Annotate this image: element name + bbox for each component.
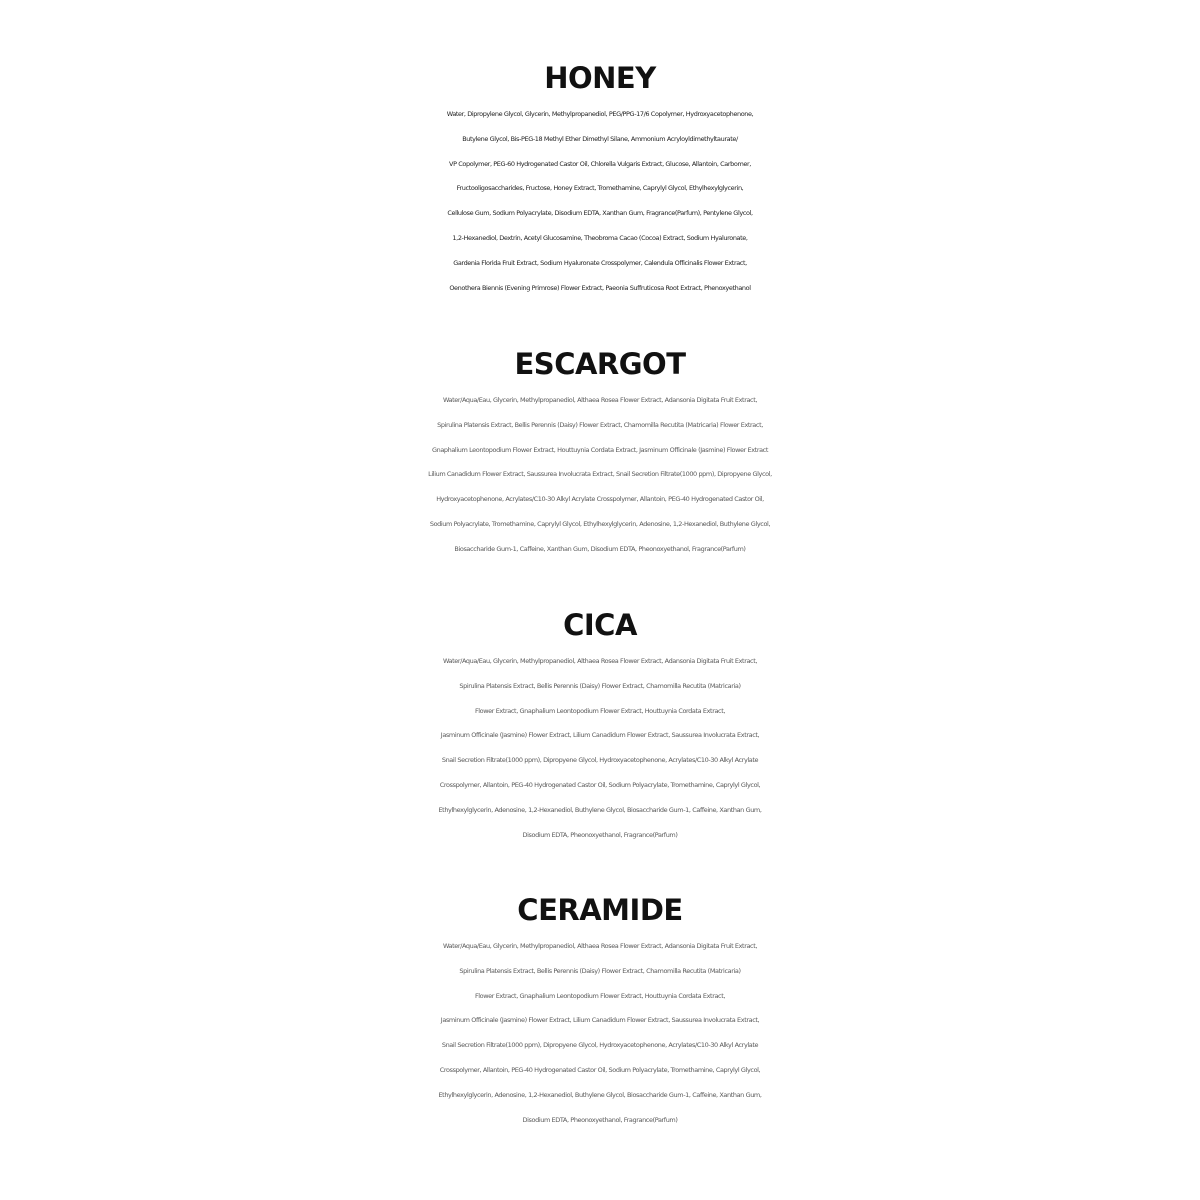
ingredient-line: Crosspolymer, Allantoin, PEG-40 Hydrogenated Castor Oil, Sodium Polyacrylate, Tromethamine, Caprylyl Glycol, [439, 1065, 761, 1074]
ingredient-line: Water/Aqua/Eau, Glycerin, Methylpropanediol, Althaea Rosea Flower Extract, Adansonia Digitata Fruit Extract, [442, 657, 758, 665]
ingredient-line: Lilium Canadidum Flower Extract, Saussurea Involucrata Extract, Snail Secretion Filtrate(1000 ppm), Dipropyene Glycol, [428, 470, 772, 479]
ingredient-line: Water, Dipropylene Glycol, Glycerin, Methylpropanediol, PEG/PPG-17/6 Copolymer, Hydroxyacetophenone, [446, 110, 754, 118]
ingredient-line: VP Copolymer, PEG-60 Hydrogenated Castor Oil, Chlorella Vulgaris Extract, Glucose, Allantoin, Carbomer, [449, 159, 751, 168]
ingredient-line: Disodium EDTA, Pheonoxyethanol, Fragrance(Parfum) [522, 1115, 678, 1124]
ingredient-line: Butylene Glycol, Bis-PEG-18 Methyl Ether Dimethyl Silane, Ammonium Acryloyldimethyltaurate/ [462, 134, 738, 143]
ingredient-line: Fructooligosaccharides, Fructose, Honey Extract, Tromethamine, Caprylyl Glycol, Ethylhexylglycerin, [456, 184, 744, 193]
ingredient-line: Oenothera Biennis (Evening Primrose) Flower Extract, Paeonia Suffruticosa Root Extract, Phenoxyethanol [449, 283, 751, 292]
ingredient-line: Cellulose Gum, Sodium Polyacrylate, Disodium EDTA, Xanthan Gum, Fragrance(Parfum), Pentylene Glycol, [447, 209, 753, 218]
ingredient-line: Biosaccharide Gum-1, Caffeine, Xanthan Gum, Disodium EDTA, Pheonoxyethanol, Fragrance(Parfum) [454, 544, 746, 553]
ingredient-line: Spirulina Platensis Extract, Bellis Perennis (Daisy) Flower Extract, Chamomilla Recutita (Matricaria) [459, 681, 741, 690]
honey-section [0, 60, 1200, 300]
cica-ingredients [0, 649, 1200, 847]
ingredient-line: Gnaphalium Leontopodium Flower Extract, Houttuynia Cordata Extract, Jasminum Officinale (Jasmine) Flower Extract [431, 445, 769, 454]
ceramide-ingredients [0, 934, 1200, 1132]
honey-title: HONEY [544, 61, 656, 95]
ingredient-line: Hydroxyacetophenone, Acrylates/C10-30 Alkyl Acrylate Crosspolymer, Allantoin, PEG-40 Hydrogenated Castor Oil, [436, 495, 764, 504]
ingredient-line: Ethylhexylglycerin, Adenosine, 1,2-Hexanediol, Buthylene Glycol, Biosaccharide Gum-1, Caffeine, Xanthan Gum, [438, 1090, 762, 1099]
escargot-section [0, 346, 1200, 562]
ingredient-line: Spirulina Platensis Extract, Bellis Perennis (Daisy) Flower Extract, Chamomilla Recutita (Matricaria) Flower Extract, [437, 420, 763, 429]
ingredient-line: Crosspolymer, Allantoin, PEG-40 Hydrogenated Castor Oil, Sodium Polyacrylate, Tromethamine, Caprylyl Glycol, [439, 780, 761, 789]
ingredient-line: Snail Secretion Filtrate(1000 ppm), Dipropyene Glycol, Hydroxyacetophenone, Acrylates/C10-30 Alkyl Acrylate [441, 756, 759, 765]
ingredient-line: Water/Aqua/Eau, Glycerin, Methylpropanediol, Althaea Rosea Flower Extract, Adansonia Digitata Fruit Extract, [442, 942, 758, 950]
ceramide-section [0, 892, 1200, 1132]
ingredient-line: Jasminum Officinale (Jasmine) Flower Extract, Lilium Canadidum Flower Extract, Saussurea Involucrata Extract, [440, 1016, 760, 1025]
ingredient-line: Disodium EDTA, Pheonoxyethanol, Fragrance(Parfum) [522, 830, 678, 839]
ceramide-title: CERAMIDE [517, 893, 683, 927]
ingredient-line: Spirulina Platensis Extract, Bellis Perennis (Daisy) Flower Extract, Chamomilla Recutita (Matricaria) [459, 966, 741, 975]
cica-title: CICA [563, 608, 637, 642]
cica-section [0, 607, 1200, 847]
ingredient-line: Flower Extract, Gnaphalium Leontopodium Flower Extract, Houttuynia Cordata Extract, [474, 991, 726, 1000]
ingredient-line: 1,2-Hexanediol, Dextrin, Acetyl Glucosamine, Theobroma Cacao (Cocoa) Extract, Sodium Hyaluronate, [452, 233, 748, 242]
ingredient-line: Flower Extract, Gnaphalium Leontopodium Flower Extract, Houttuynia Cordata Extract, [474, 706, 726, 715]
ingredient-line: Gardenia Florida Fruit Extract, Sodium Hyaluronate Crosspolymer, Calendula Officinalis Flower Extract, [453, 258, 747, 267]
ingredient-line: Ethylhexylglycerin, Adenosine, 1,2-Hexanediol, Buthylene Glycol, Biosaccharide Gum-1, Caffeine, Xanthan Gum, [438, 805, 762, 814]
escargot-title: ESCARGOT [514, 347, 686, 381]
escargot-ingredients [0, 388, 1200, 562]
honey-ingredients [0, 102, 1200, 300]
ingredient-line: Snail Secretion Filtrate(1000 ppm), Dipropyene Glycol, Hydroxyacetophenone, Acrylates/C10-30 Alkyl Acrylate [441, 1041, 759, 1050]
ingredient-line: Water/Aqua/Eau, Glycerin, Methylpropanediol, Althaea Rosea Flower Extract, Adansonia Digitata Fruit Extract, [442, 396, 758, 404]
ingredient-line: Jasminum Officinale (Jasmine) Flower Extract, Lilium Canadidum Flower Extract, Saussurea Involucrata Extract, [440, 731, 760, 740]
ingredient-line: Sodium Polyacrylate, Tromethamine, Caprylyl Glycol, Ethylhexylglycerin, Adenosine, 1,2-Hexanediol, Buthylene Glycol, [429, 519, 771, 528]
